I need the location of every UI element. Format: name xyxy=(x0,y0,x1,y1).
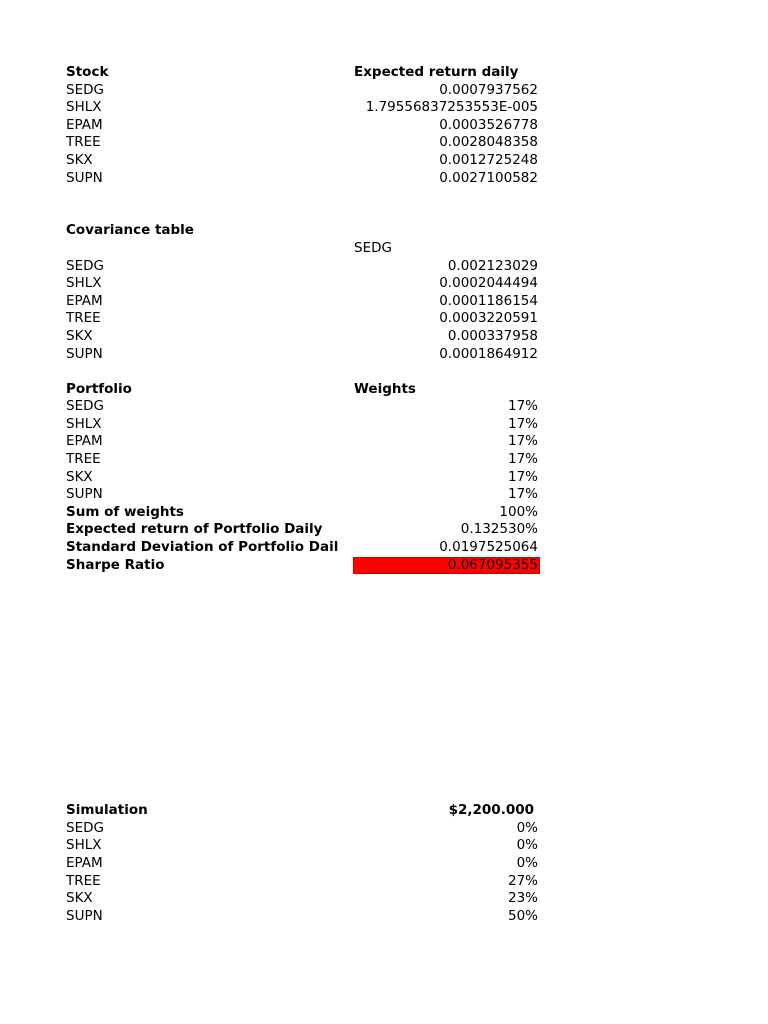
ticker-cell: TREE xyxy=(66,872,101,889)
table-row xyxy=(66,117,540,135)
allocation-cell: 0% xyxy=(516,855,538,871)
portfolio-std-dev-value: 0.0197525064 xyxy=(439,539,538,556)
simulation-amount: $2,200.000 xyxy=(448,802,534,819)
expected-portfolio-return-row xyxy=(66,521,540,539)
spreadsheet xyxy=(66,64,540,925)
table-row xyxy=(66,310,540,328)
weights-header: Weights xyxy=(354,380,416,397)
table-row xyxy=(66,99,540,117)
value-cell: 0.0028048358 xyxy=(439,134,538,151)
ticker-cell: SUPN xyxy=(66,907,103,924)
ticker-cell: SHLX xyxy=(66,99,102,116)
table-row xyxy=(66,486,540,504)
value-cell: 0.0003526778 xyxy=(439,116,538,133)
ticker-cell: SEDG xyxy=(66,257,104,274)
value-cell: 0.0003220591 xyxy=(439,310,538,327)
portfolio-header-row xyxy=(66,381,540,399)
expected-portfolio-return-value: 0.132530% xyxy=(460,521,538,538)
weight-cell: 17% xyxy=(507,398,538,415)
ticker-cell: SEDG xyxy=(66,819,104,836)
value-cell: 0.000337958 xyxy=(447,327,538,344)
ticker-cell: TREE xyxy=(66,451,101,468)
stock-header: Stock xyxy=(66,64,109,80)
spacer xyxy=(66,187,540,222)
allocation-cell: 27% xyxy=(507,872,538,889)
value-cell: 0.0002044494 xyxy=(439,275,538,292)
ticker-cell: SKX xyxy=(66,327,93,344)
value-cell: 0.002123029 xyxy=(447,257,538,274)
covariance-title-row xyxy=(66,222,540,240)
table-row xyxy=(66,258,540,276)
ticker-cell: TREE xyxy=(66,134,101,151)
covariance-title: Covariance table xyxy=(66,222,194,239)
ticker-cell: EPAM xyxy=(66,292,103,309)
table-row xyxy=(66,275,540,293)
table-row xyxy=(66,170,540,188)
ticker-cell: SHLX xyxy=(66,275,102,292)
portfolio-std-dev-row xyxy=(66,539,540,557)
value-cell: 1.79556837253553E-005 xyxy=(365,99,538,116)
ticker-cell: SKX xyxy=(66,468,93,485)
sharpe-ratio-value: 0.067095355 xyxy=(447,556,538,573)
table-row xyxy=(66,890,540,908)
weight-cell: 17% xyxy=(507,468,538,485)
spacer xyxy=(66,363,540,381)
table-row xyxy=(66,837,540,855)
ticker-cell: EPAM xyxy=(66,116,103,133)
table-row xyxy=(66,82,540,100)
table-row xyxy=(66,451,540,469)
ticker-cell: SKX xyxy=(66,151,93,168)
sum-of-weights-value: 100% xyxy=(499,503,538,520)
ticker-cell: EPAM xyxy=(66,855,103,871)
table-row xyxy=(66,346,540,364)
table-row xyxy=(66,469,540,487)
value-cell: 0.0007937562 xyxy=(439,81,538,98)
weight-cell: 17% xyxy=(507,415,538,432)
simulation-header-row xyxy=(66,802,540,820)
ticker-cell: SKX xyxy=(66,890,93,907)
expected-return-header: Expected return daily xyxy=(354,64,519,80)
expected-return-header-row xyxy=(66,64,540,82)
ticker-cell: SEDG xyxy=(66,398,104,415)
weight-cell: 17% xyxy=(507,451,538,468)
table-row xyxy=(66,152,540,170)
table-row xyxy=(66,328,540,346)
allocation-cell: 0% xyxy=(516,819,538,836)
spacer xyxy=(66,574,540,802)
table-row xyxy=(66,873,540,891)
sharpe-ratio-label: Sharpe Ratio xyxy=(66,556,165,573)
ticker-cell: SHLX xyxy=(66,415,102,432)
table-row xyxy=(66,855,540,873)
allocation-cell: 50% xyxy=(507,907,538,924)
ticker-cell: SHLX xyxy=(66,837,102,854)
weight-cell: 17% xyxy=(507,486,538,503)
covariance-column-header: SEDG xyxy=(354,239,392,256)
sum-of-weights-label: Sum of weights xyxy=(66,503,184,520)
expected-portfolio-return-label: Expected return of Portfolio Daily xyxy=(66,521,323,538)
value-cell: 0.0012725248 xyxy=(439,151,538,168)
covariance-column-header-row xyxy=(66,240,540,258)
ticker-cell: SEDG xyxy=(66,81,104,98)
weight-cell: 17% xyxy=(507,433,538,450)
portfolio-std-dev-label: Standard Deviation of Portfolio Dail xyxy=(66,539,339,556)
ticker-cell: SUPN xyxy=(66,486,103,503)
table-row xyxy=(66,416,540,434)
value-cell: 0.0027100582 xyxy=(439,169,538,186)
ticker-cell: SUPN xyxy=(66,345,103,362)
sum-of-weights-row xyxy=(66,504,540,522)
table-row xyxy=(66,820,540,838)
table-row xyxy=(66,398,540,416)
ticker-cell: TREE xyxy=(66,310,101,327)
simulation-header: Simulation xyxy=(66,802,148,819)
allocation-cell: 0% xyxy=(516,837,538,854)
table-row xyxy=(66,134,540,152)
allocation-cell: 23% xyxy=(507,890,538,907)
table-row xyxy=(66,908,540,926)
portfolio-header: Portfolio xyxy=(66,380,132,397)
value-cell: 0.0001864912 xyxy=(439,345,538,362)
sharpe-ratio-row xyxy=(66,557,540,575)
value-cell: 0.0001186154 xyxy=(439,292,538,309)
ticker-cell: EPAM xyxy=(66,433,103,450)
table-row xyxy=(66,433,540,451)
ticker-cell: SUPN xyxy=(66,169,103,186)
table-row xyxy=(66,293,540,311)
